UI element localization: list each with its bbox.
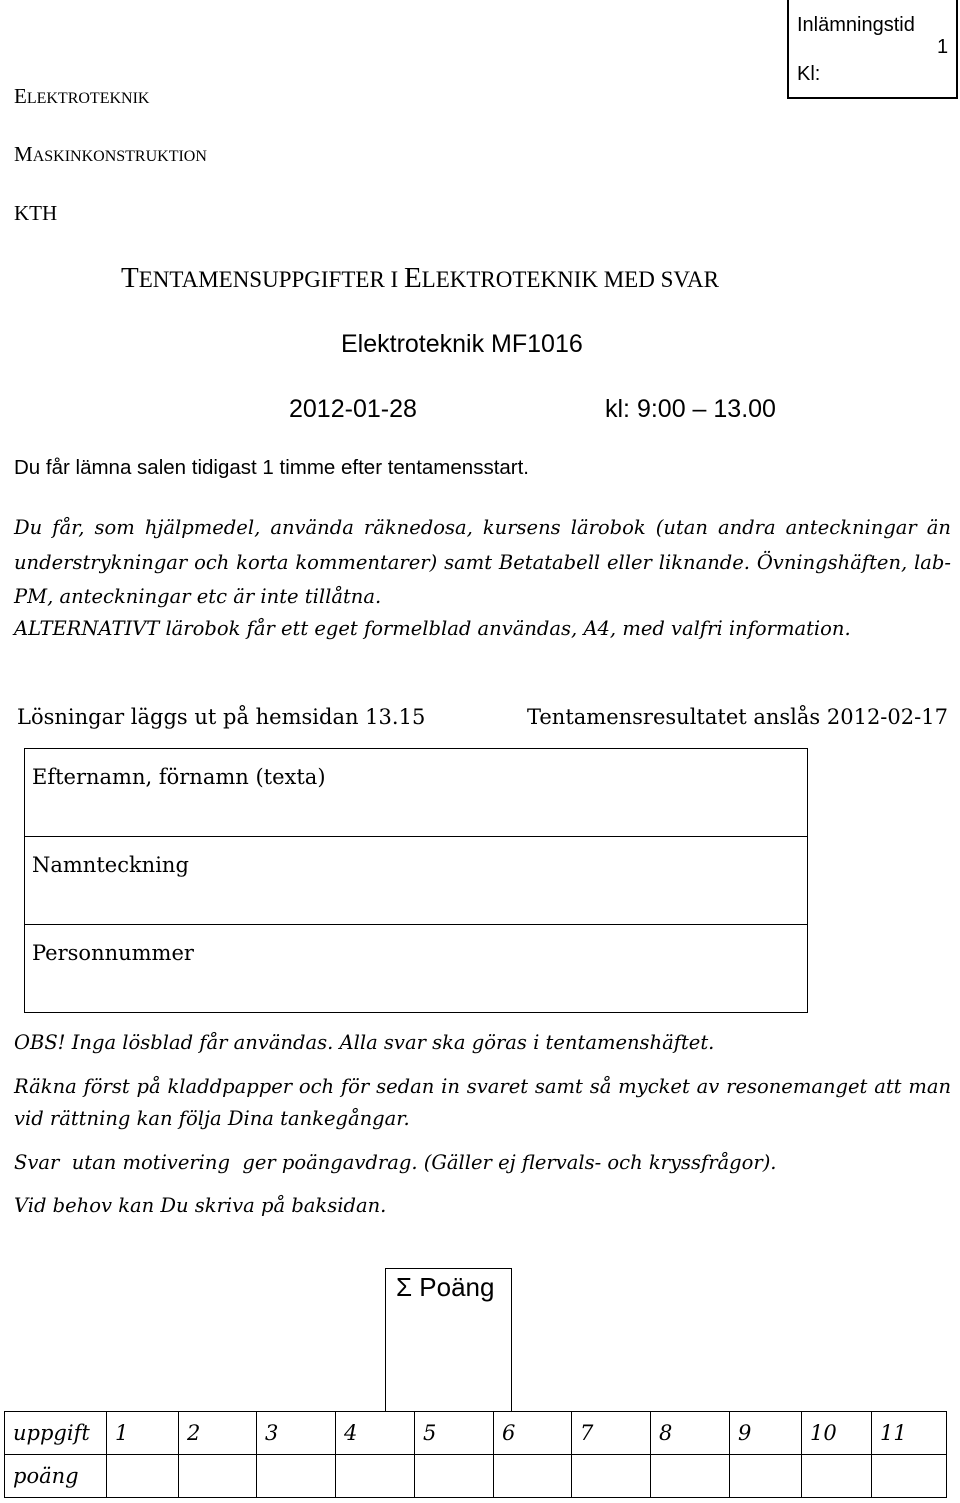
task-row [5, 1412, 947, 1455]
alternative-paragraph: ALTERNATIVT lärobok får ett eget formelblad användas, A4, med valfri information. [14, 617, 851, 640]
allowed-aids-paragraph: Du får, som hjälpmedel, använda räknedosa, kursens lärobok (utan andra anteckningar än understrykningar och korta kommentarer) samt Betatabell eller liknande. Övningshäften, lab-PM, anteckningar etc är inte tillåtna. [14, 516, 951, 608]
name-row[interactable] [25, 749, 807, 837]
points-header: poäng [5, 1455, 107, 1498]
clock-label: Kl: [797, 63, 821, 85]
task-cell: 9 [730, 1412, 802, 1455]
task-header: uppgift [5, 1412, 107, 1455]
task-cell: 4 [336, 1412, 415, 1455]
backside-note: Vid behov kan Du skriva på baksidan. [14, 1194, 387, 1217]
name-label: Efternamn, förnamn (texta) [32, 765, 326, 789]
task-cell: 11 [872, 1412, 947, 1455]
exam-date: 2012-01-28 [289, 395, 417, 423]
department-electrical: ELEKTROTEKNIK [14, 84, 150, 108]
personnummer-label: Personnummer [32, 941, 194, 965]
leave-rule: Du får lämna salen tidigast 1 timme efter tentamensstart. [14, 456, 530, 479]
task-cell: 6 [494, 1412, 572, 1455]
obs-note: OBS! Inga lösblad får användas. Alla svar ska göras i tentamenshäftet. [14, 1031, 715, 1054]
department-mechanical: MASKINKONSTRUKTION [14, 142, 207, 166]
submission-time-label: Inlämningstid [797, 14, 915, 36]
exam-time: kl: 9:00 – 13.00 [605, 395, 776, 423]
points-cell[interactable] [730, 1455, 802, 1498]
exam-title: TENTAMENSUPPGIFTER I ELEKTROTEKNIK MED SVAR [121, 262, 719, 294]
penalty-note: Svar utan motivering ger poängavdrag. (Gäller ej flervals- och kryssfrågor). [14, 1151, 777, 1174]
total-points-label: Σ Poäng [396, 1272, 495, 1302]
points-row [5, 1455, 947, 1498]
points-cell[interactable] [179, 1455, 257, 1498]
task-cell: 7 [572, 1412, 651, 1455]
page-number: 1 [937, 36, 949, 58]
student-info-box [24, 748, 808, 1013]
signature-label: Namnteckning [32, 853, 189, 877]
personnummer-row[interactable] [25, 925, 807, 1012]
signature-row[interactable] [25, 837, 807, 925]
points-cell[interactable] [257, 1455, 336, 1498]
points-cell[interactable] [651, 1455, 730, 1498]
points-cell[interactable] [494, 1455, 572, 1498]
points-cell[interactable] [107, 1455, 179, 1498]
task-cell: 5 [415, 1412, 494, 1455]
results-info: Tentamensresultatet anslås 2012-02-17 [527, 705, 948, 729]
task-cell: 1 [107, 1412, 179, 1455]
work-note: Räkna först på kladdpapper och för sedan in svaret samt så mycket av resonemanget att man vid rättning kan följa Dina tankegångar. [14, 1075, 951, 1130]
points-cell[interactable] [872, 1455, 947, 1498]
points-cell[interactable] [336, 1455, 415, 1498]
task-cell: 2 [179, 1412, 257, 1455]
points-cell[interactable] [572, 1455, 651, 1498]
university-label: KTH [14, 201, 58, 225]
task-cell: 10 [802, 1412, 872, 1455]
solutions-info: Lösningar läggs ut på hemsidan 13.15 [17, 705, 426, 729]
score-table [4, 1411, 947, 1498]
task-cell: 3 [257, 1412, 336, 1455]
course-name: Elektroteknik MF1016 [341, 330, 583, 358]
task-cell: 8 [651, 1412, 730, 1455]
points-cell[interactable] [802, 1455, 872, 1498]
points-cell[interactable] [415, 1455, 494, 1498]
